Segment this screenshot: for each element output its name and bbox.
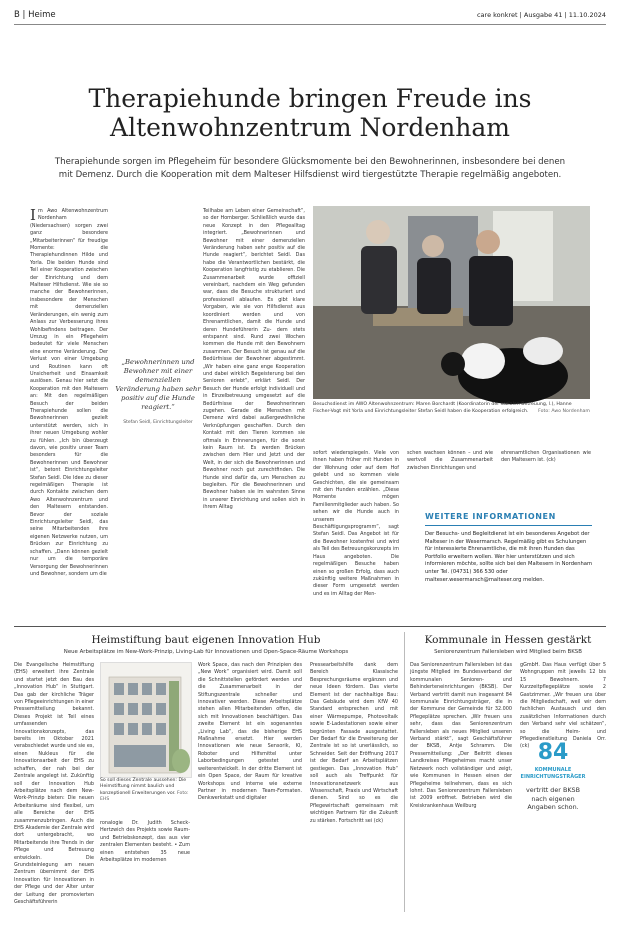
stat-number: 84 bbox=[537, 740, 569, 765]
hessen-headline: Kommunale in Hessen gestärkt bbox=[424, 634, 592, 646]
column-separator bbox=[404, 632, 405, 912]
photo-caption bbox=[313, 402, 590, 415]
hub-headline: Heimstiftung baut eigenen Innovation Hub bbox=[91, 634, 321, 646]
stat-label: KOMMUNALE EINRICHTUNGSTRÄGER bbox=[520, 767, 586, 780]
photo-illustration bbox=[313, 206, 590, 399]
article-column-4: schen wachsen können – und wie wertvoll die Zusammenarbeit zwischen Einrichtungen und bbox=[407, 450, 493, 471]
building-rendering bbox=[100, 662, 192, 778]
article-column-3: sofort wiederspiegeln. Viele von ihnen haben früher mit Hunden in der Wohnung oder auf dem Hof gelebt und so kommen viele Geschichten, die sie gemeinsam mit den Hunden erzählen. „Diese Momente mögen Familienmitglieder auch haben. So sehen wir die Hunde auch in unserem Beschäftigungsprogramm“, sagt Stefan Seidl. Das Angebot ist für die Bewohner kostenfrei und wird als Teil des Betreuungskonzepts im Haus angeboten. Die regelmäßigen Besuche haben einen so großen Erfolg, dass auch zukünftig weitere Maßnahmen in dieser Form umgesetzt werden und es im Alltag der Men- bbox=[313, 450, 399, 597]
lead-paragraph: Therapiehunde sorgen im Pflegeheim für besondere Glücksmomente bei den Bewohnerinnen, insbesondere bei denen mit Demenz. Durch die Kooperation mit dem Malteser Hilfsdienst wird tiergestützte Therapie regelmäßig angeboten. bbox=[54, 157, 566, 180]
headline-line-1: Therapiehunde bringen Freude ins bbox=[88, 84, 532, 113]
photo-credit: Foto: Awo Nordenham bbox=[538, 408, 590, 414]
building-illustration bbox=[101, 663, 191, 777]
headline bbox=[20, 84, 600, 142]
building-credit: Foto: EHS bbox=[100, 790, 189, 803]
pull-quote-source: Stefan Seidl, Einrichtungsleiter bbox=[123, 420, 193, 425]
section-label: B | Heime bbox=[14, 10, 56, 20]
pull-quote: „Bewohnerinnen und Bewohner mit einer demenziellen Veränderung haben sehr positiv auf die Hunde reagiert.“ bbox=[115, 358, 201, 411]
hub-column-3: Pressearbeitshilfe dank dem Bereich Klassische Besprechungsräume ergänzen und neue Ideen fördern. Das vierte Element ist der nachhaltige Bau: Das Gebäude wird dem KfW 40 Standard entsprechen und mit einer Wärmepumpe, Photovoltaik sowie E-Ladestationen sowie einer begrünten Fassade ausgestattet. Der Bedarf für die Erweiterung der Zentrale ist so ist unerlässlich, so Schneider. Seit der Eröffnung 2017 ist der Bedarf an Arbeitsplätzen gestiegen. Das „Innovation Hub“ soll auch als Treffpunkt für Innovationsnetzwerk aus Wissenschaft, Praxis und Wirtschaft dienen. Sind so es die Pflegewirtschaft gemeinsam mit wichtigen Partnern für die Zukunft zu stärken. Fortschritt sei (ck) bbox=[310, 662, 398, 824]
hessen-column-2-top: gGmbH. Das Haus verfügt über 5 Wohngruppen mit jeweils 12 bis 15 Bewohnern. 7 Kurzzeitpflegeplätze sowie 2 Gastzimmer. „Wir freuen uns über die Mitgliedschaft, weil wir dem fachlichen Austausch und den zusätzlichen Informationen durch den Verband sehr viel schätzen“, so die Heim- und Pflegedienstleitung Daniela Orr. (ck) bbox=[520, 662, 606, 750]
hub-subtitle: Neue Arbeitsplätze im New-Work-Prinzip, Living-Lab für Innovationen und Open-Space-Räume Workshops bbox=[63, 649, 349, 655]
info-box-rule bbox=[425, 525, 592, 526]
issue-info: care konkret | Ausgabe 41 | 11.10.2024 bbox=[476, 11, 606, 19]
hessen-subtitle: Seniorenzentrum Fallersleben wird Mitglied beim BKSB bbox=[434, 649, 582, 655]
article-column-5: ehrenamtlichen Organisationen wie den Maltesern ist. (ck) bbox=[501, 450, 591, 464]
photo-therapy-dog bbox=[313, 206, 590, 399]
top-rule bbox=[14, 24, 606, 25]
article-column-2: Teilhabe am Leben einer Gemeinschaft“, so der Homberger. Schließlich wurde das neue Konzept in den Pflegealltag integriert. „Bewohnerinnen und Bewohner mit einer demenziellen Veränderung haben sehr positiv auf die Hunde reagiert“, berichtet Seidl. Das habe die Verantwortlichen bestärkt, die Kooperation langfristig zu etablieren. Die Zusammenarbeit wurde offiziell vereinbart, nachdem ein Weg gefunden war, dass die Besuche strukturiert und professionell ablaufen. Es gibt klare Vorgaben, wie sie von Hilfsdienst aus koordiniert werden und von Ehrenamtlichen, damit die Hunde und deren Hundeführerin Zu- dem stets entspannt sind. Rund zwei Wochen kommen die Hunde mit den Bewohnern zusammen. Der Besuch ist genau auf die Bedürfnisse der Bewohner abgestimmt. „Wir haben eine ganz enge Kooperation und dabei wirklich Begeisterung bei den Senioren erlebt“, erklärt Seidl. Der Besuch der Hunde erfolgt individuell und in Einzelbetreuung umgesetzt auf die Bedürfnisse der Bewohnerinnen zugehen. Gerade die Menschen mit Demenz wird dabei außergewöhnliche Verknüpfungen geschaffen. Durch den Kontakt mit den Tieren kommen sie oftmals in Erinnerungen, für die sonst kein Raum ist. Es werden Brücken zwischen dem Hier und Jetzt und der Welt, in der sich die Bewohnerinnen und Bewohner noch gut zurechtfinden. Die Hunde sind dafür da, um Menschen zu begleiten. Für die Bewohnerinnen und Bewohner haben sie im wahrsten Sinne in unserer Einrichtung und sollen sich in ihrem Alltag bbox=[203, 208, 305, 511]
hub-column-2: Work Space, das nach den Prinzipien des „New Work“ organisiert wird. Damit soll die Schnittstellen gefördert werden und die Zusammenarbeit in der Stiftungszentrale schneller und innovativer werden. Diese Arbeitsplätze stehen allen Mitarbeitenden offen, die sich mit Innovationen beschäftigen. Das zweite Element ist ein sogenanntes „Living Lab“, das die bisherige EHS Maßnahme ersetzt. Hier werden Innovationen wie neue Sensorik, KI, Roboter und Hilfsmittel unter Laborbedingungen getestet und weiterentwickelt. In der dritte Element ist ein Open Space, der Raum für kreative Workshops und interne wie externe Partner in modernen Team-Formaten. Denkwerkstatt und digitaler bbox=[198, 662, 302, 802]
hub-column-1: Die Evangelische Heimstiftung (EHS) erweitert ihre Zentrale und startet jetzt den Bau des „Innovation Hub“ in Stuttgart. Das gab der kirchliche Träger von Pflegeeinrichtungen in einer Pressemitteilung bekannt. Dieses Projekt ist Teil eines umfassenden Innovationskonzepts, das bereits im Oktober 2021 verabschiedet wurde und sie es, einen Nukleus für die Innovationsarbeit der EHS zu schaffen, der nah bei der Zentrale angelegt ist. Zukünftig soll der Innovation Hub Arbeitsplätze nach dem New-Work-Prinzip bieten: Die neuen Arbeitsräume sind flexibel, um alle Bereiche der EHS zusammenzubringen. Auch die EHS Akademie der Zentrale wird dort untergebracht, wo Mitarbeitende ihre Trends in der Pflege und Betreuung entwickeln. Die Grundsteinlegung am neuen Zentrum übernimmt der EHS Innovation für Innovationen in der Pflege und der Alter unter der Leitung der promovierten Geschäftsführerin bbox=[14, 662, 94, 905]
photo-caption-text: Besuchsdienst im AWO Altenwohnzentrum: Maren Borchardt (Koordinatorin der sozialen Betreuung, l.), Hanne Fischer-Vogt mit Yorla und Einrichtungsleiter Stefan Seidl haben die Kooperation erfolgreich. bbox=[313, 402, 572, 414]
building-caption bbox=[100, 778, 190, 804]
info-box-text: Der Besuchs- und Begleitdienst ist ein besonderes Angebot der Malteser in der Wesermarsch. Regelmäßig gibt es Schulungen für interessierte Ehrenamtliche, die mit ihren Hunden das Portfolio erweitern wollen. Wer hier unterstützen und sich informieren möchte, sollte sich bei den Maltesern in Nordenham unter Tel. (04731) 366 530 oder malteser.wesermarsch@malteser.org melden. bbox=[425, 531, 593, 583]
building-caption-text: So soll dieses Zentrale aussehen: Die Heimstiftung nimmt baulich und konzeptionell Erweiterungen vor. bbox=[100, 778, 187, 796]
stat-text: vertritt der BKSB nach eigenen Angaben schon. bbox=[526, 786, 580, 811]
info-box-title: WEITERE INFORMATIONEN bbox=[425, 512, 556, 521]
article-column-1 bbox=[30, 208, 108, 620]
info-box bbox=[425, 512, 592, 603]
article-column-1-text: m Awo Altenwohnzentrum Nordenham (Niedersachsen) sorgen zwei ganz besondere „Mitarbeiterinnen“ für freudige Momente: die Therapiehundinnen Hilde und Yorla. Die beiden Hunde sind Teil einer Kooperation zwischen der Einrichtung und dem Malteser Hilfsdienst. Wie sie so manche der Bewohnerinnen, insbesondere der Menschen mit demenziellen Veränderungen, ein wenig zum Anlass zur Verbesserung ihres Wohlbefindens beitragen. Der Umzug in ein Pflegeheim bedeutet für viele Menschen eine enorme Veränderung. Der Verlust von einer Umgebung und Routinen kann oft Unsicherheit und Einsamkeit auslösen. Genau hier setzt die Kooperation mit den Maltesern an: Mit den regelmäßigen Besuch der beiden Therapiehunde sollen die Bewohnerinnen gezielt unterstützt werden, sich in ihrer neuen Umgebung wohler zu fühlen. „Ich bin überzeugt davon, wie positiv unser Team besonders für die Bewohnerinnen und Bewohner ist“, betont Einrichtungsleiter Stefan Seidl. Die Idee zu dieser regelmäßigen Therapie ist durch Kontakte zwischen dem Awo Altenwohnzentrum und den Maltesern entstanden. Bevor der soziale Einrichtungsleiter Seidl, das seine Mitarbeitenden ihre eigenen Netzwerke nutzen, um Brücken zur Einrichtung zu schaffen. „Dann können gezielt nur um die temporäre Versorgung der Bewohnerinnen und Bewohner, sondern um die bbox=[30, 208, 108, 577]
section-divider bbox=[14, 626, 606, 627]
drop-cap: I bbox=[30, 206, 36, 224]
headline-line-2: Altenwohnzentrum Nordenham bbox=[110, 113, 510, 142]
hub-column-2-bottom: ronalogie Dr. Judith Scheck-Hertzwich des Projekts sowie Raum- und Betriebskonzept, das aus vier zentralen Elementen besteht. • Zum einen entstehen 35 neue Arbeitsplätze im modernen bbox=[100, 820, 190, 864]
hessen-column-1: Das Seniorenzentrum Fallersleben ist das jüngste Mitglied im Bundesverband der kommunalen Senioren- und Behinderteneinrichtungen (BKSB). Der Verband vertritt damit nun insgesamt 84 kommunale Einrichtungsträger, die in der Kommune der Gemeinde für 32.000 Pflegeplätze sprechen. „Wir freuen uns sehr, dass das Seniorenzentrum Fallersleben als neues Mitglied unseren Verband stärkt“, sagt Geschäftsführer der BKSB, Antje Schramm. Die Pressemitteilung: „Der Beitritt dieses Landkreises Pflegeheimes macht unser Netzwerk noch vollständiger und zeigt, wie Kommunen in Hessen einen der Pflegeheime teilnehmen, dass es sich lohnt. Das Seniorenzentrum Fallersleben ist 2009 eröffnet. Betrieben wird die Kreiskrankenhaus Weilburg bbox=[410, 662, 512, 809]
